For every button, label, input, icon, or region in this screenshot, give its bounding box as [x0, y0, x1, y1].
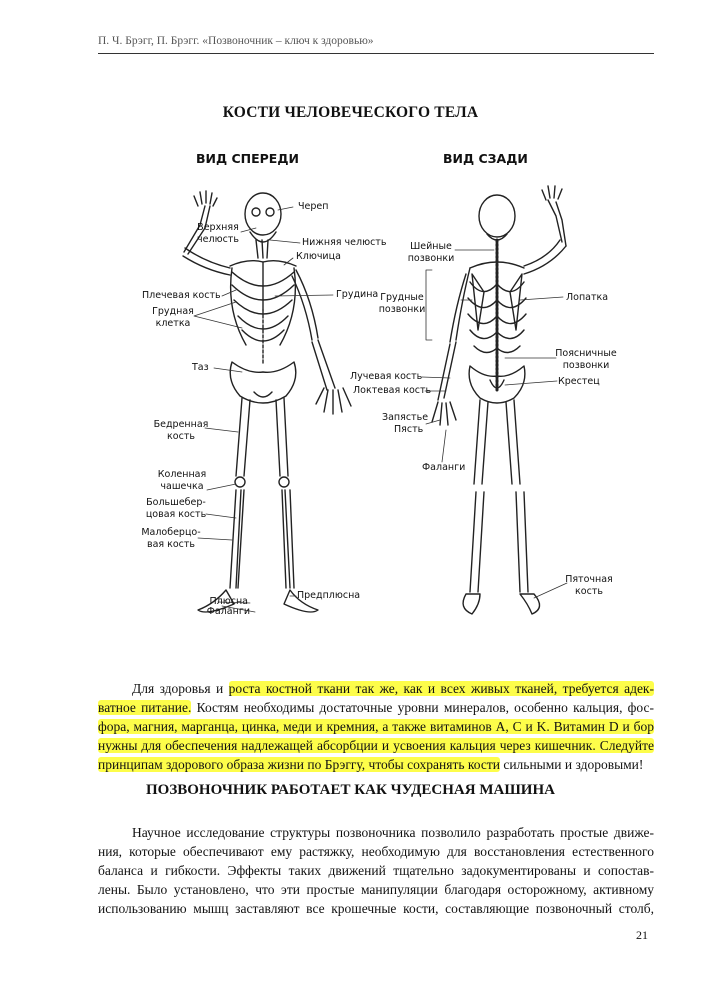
- label-radius: Лучевая кость: [350, 371, 423, 382]
- label-kneecap-l2: чашечка: [160, 480, 204, 492]
- label-metatarsus: Плюсна: [209, 596, 248, 607]
- label-fibula-l1: Малоберцо-: [141, 527, 201, 538]
- spine-paragraph: [98, 823, 654, 918]
- label-fibula: [140, 527, 202, 550]
- label-upper-jaw-l1: Верхняя: [197, 222, 239, 233]
- label-kneecap-l1: Коленная: [157, 469, 207, 480]
- label-femur-l1: Бедренная: [153, 419, 209, 430]
- label-lower-jaw: Нижняя челюсть: [302, 237, 387, 248]
- highlight-1: роста костной ткани так же, как и всех живых тканей, требуется адек-: [228, 681, 654, 696]
- label-rib-cage: [150, 306, 196, 329]
- label-clavicle: Ключица: [296, 251, 341, 262]
- label-lumbar-l2: позвонки: [562, 359, 610, 371]
- label-femur: [153, 419, 209, 442]
- para1-l5-rest: сильными и здоровыми!: [499, 757, 644, 772]
- highlight-3: фора, магния, марганца, цинка, меди и кремния, а также витаминов A, C и K. Витамин D и бор: [98, 719, 654, 734]
- label-femur-l2: кость: [167, 430, 195, 442]
- running-header: П. Ч. Брэгг, П. Брэгг. «Позвоночник – ключ к здоровью»: [98, 35, 654, 54]
- para2-line-4: лены. Было установлено, что эти простые манипуляции благодаря осторожному, активному: [98, 882, 654, 897]
- para2-line-5: использованию мышц заставляют все крошечные кости, составляющие позвоночный столб,: [98, 901, 654, 916]
- label-wrist: Запястье: [382, 412, 429, 423]
- label-cervical-l2: позвонки: [407, 252, 455, 264]
- para1-l2-rest: Костям необходимы достаточные уровни минералов, особенно кальция, фос-: [191, 700, 654, 715]
- label-thoracic-l2: позвонки: [378, 303, 426, 315]
- highlight-5: принципам здорового образа жизни по Брэггу, чтобы сохранять кости: [98, 757, 500, 772]
- section-heading: ПОЗВОНОЧНИК РАБОТАЕТ КАК ЧУДЕСНАЯ МАШИНА: [146, 782, 555, 798]
- para1-line-2: [98, 698, 654, 717]
- label-humerus: Плечевая кость: [142, 290, 221, 301]
- label-heel-l2: кость: [575, 585, 603, 597]
- label-thoracic: [378, 292, 426, 315]
- page-number: 21: [636, 928, 648, 942]
- label-cervical: [406, 241, 456, 264]
- label-upper-jaw: [194, 222, 242, 245]
- label-pelvis: Таз: [192, 362, 209, 373]
- label-tibia: [144, 497, 208, 520]
- label-heel: [563, 574, 615, 597]
- label-tibia-l1: Большебер-: [146, 497, 206, 508]
- label-rib-cage-l1: Грудная: [152, 306, 194, 317]
- label-rib-cage-l2: клетка: [155, 317, 191, 329]
- para1-line-4: [98, 736, 654, 755]
- label-front-phalanges: Фаланги: [206, 606, 250, 617]
- para2-line-2: ния, которые обеспечивают ему растяжку, необходимую для восстановления естественного: [98, 844, 654, 859]
- para2-line-1: Научное исследование структуры позвоночника позволило разработать простые движе-: [132, 825, 654, 840]
- front-view-label: ВИД СПЕРЕДИ: [196, 151, 299, 166]
- para1-line-1: [98, 679, 654, 698]
- para1-line-5: [98, 755, 654, 774]
- label-kneecap: [156, 469, 208, 492]
- highlight-4: нужны для обеспечения надлежащей абсорбции и усвоения кальция через кишечник. Следуйте: [98, 738, 654, 753]
- label-back-phalanges: Фаланги: [422, 462, 466, 473]
- label-tarsus: Предплюсна: [297, 590, 361, 601]
- label-skull: Череп: [298, 201, 329, 212]
- para2-line-3: баланса и гибкости. Эффекты таких движений тщательно задокументированы и сопостав-: [98, 863, 654, 878]
- label-ulna: Локтевая кость: [353, 385, 432, 396]
- label-tibia-l2: цовая кость: [145, 508, 207, 520]
- label-metacarpus: Пясть: [394, 424, 424, 435]
- para1-line-3: [98, 717, 654, 736]
- figure-title: КОСТИ ЧЕЛОВЕЧЕСКОГО ТЕЛА: [222, 104, 479, 121]
- label-cervical-l1: Шейные: [410, 241, 452, 252]
- label-sacrum: Крестец: [558, 376, 600, 387]
- nutrition-paragraph: [98, 679, 654, 774]
- back-view-label: ВИД СЗАДИ: [443, 151, 528, 166]
- label-upper-jaw-l2: челюсть: [197, 233, 239, 245]
- label-fibula-l2: вая кость: [146, 538, 196, 550]
- label-lumbar-l1: Поясничные: [555, 348, 617, 359]
- label-scapula: Лопатка: [566, 292, 609, 303]
- label-sternum: Грудина: [336, 289, 379, 300]
- label-thoracic-l1: Грудные: [380, 292, 424, 303]
- label-heel-l1: Пяточная: [565, 574, 613, 585]
- highlight-2: ватное питание.: [98, 700, 192, 715]
- label-lumbar: [554, 348, 618, 371]
- para1-l1-pre: Для здоровья и: [132, 681, 229, 696]
